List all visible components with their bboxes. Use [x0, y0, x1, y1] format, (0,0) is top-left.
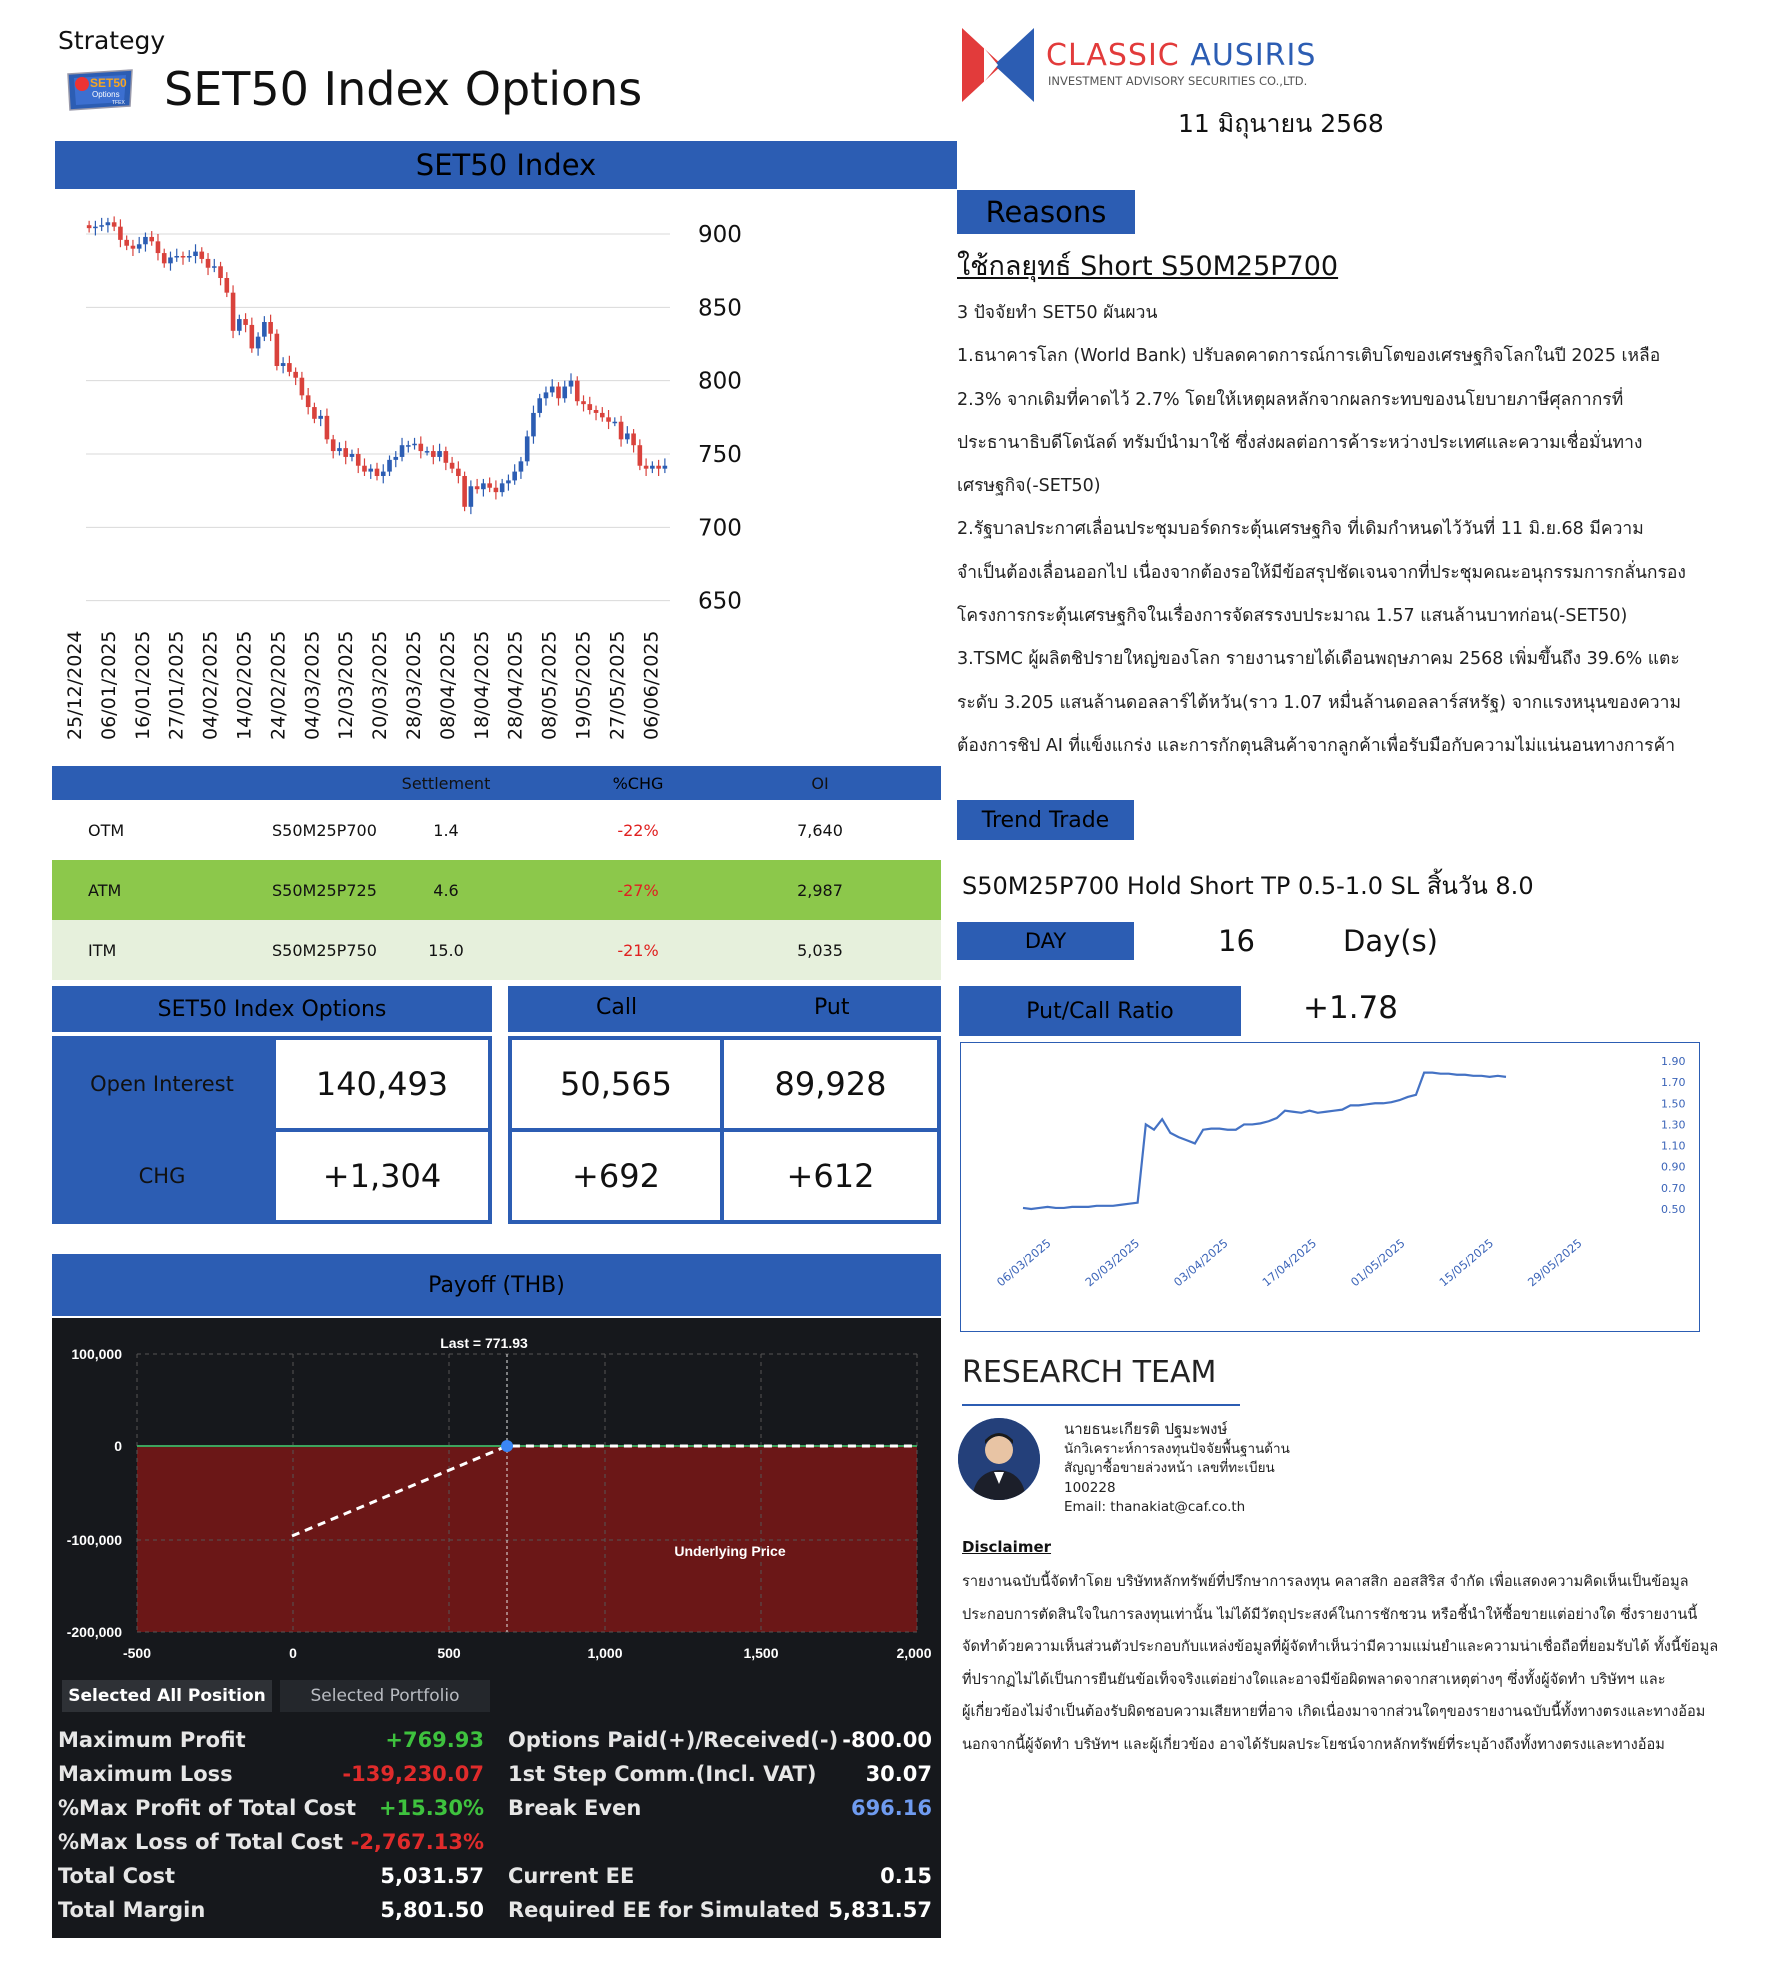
x-tick-label: 04/02/2025 [199, 630, 222, 740]
stat-label: Total Margin [58, 1898, 206, 1922]
reason-line: 3.TSMC ผู้ผลิตชิปรายใหญ่ของโลก รายงานรายได้เดือนพฤษภาคม 2568 เพิ่มขึ้นถึง 39.6% แตะ [957, 649, 1680, 670]
candle-body [544, 392, 549, 398]
candle-body [600, 413, 605, 417]
stat-value-max-profit-pct: +15.30% [378, 1796, 484, 1820]
candle-body [531, 413, 536, 436]
candle-body [256, 337, 261, 349]
y-tick-label: 750 [698, 442, 742, 468]
candle-body [124, 240, 129, 246]
candle-body [287, 363, 292, 372]
candle-body [362, 466, 367, 472]
candle-body [212, 266, 217, 268]
candle-body [606, 417, 611, 421]
candle-body [356, 454, 361, 466]
company-logo-icon [962, 28, 1034, 102]
stat-value-max-loss-pct: -2,767.13% [350, 1830, 484, 1854]
pcr-series-line [1023, 1073, 1506, 1209]
reason-line: 2.3% จากเดิมที่คาดไว้ 2.7% โดยให้เหตุผลหลักจากผลกระทบของนโยบายภาษีศุลกากรที่ [957, 389, 1624, 410]
cell-moneyness: ATM [88, 880, 122, 900]
last-price-label: Last = 771.93 [440, 1335, 528, 1351]
set50-index-header: SET50 Index [55, 141, 957, 189]
candle-body [650, 466, 655, 469]
y-tick-label: 1.70 [1661, 1076, 1686, 1090]
candle-body [118, 227, 123, 240]
cell-moneyness: OTM [88, 820, 125, 840]
candle-body [575, 381, 580, 402]
chg-label: CHG [138, 1164, 186, 1188]
candle-body [174, 256, 179, 258]
candle-body [481, 483, 486, 489]
candle-body [93, 227, 98, 229]
cell-chg: -22% [617, 820, 659, 840]
reason-line: ระดับ 3.205 แสนล้านดอลลาร์ไต้หวัน(ราว 1.07 หมื่นล้านดอลลาร์สหรัฐ) จากแรงหนุนของความ [957, 692, 1681, 713]
candle-body [149, 237, 154, 241]
x-tick-label: 500 [437, 1645, 461, 1661]
stat-label: Break Even [508, 1796, 642, 1820]
put-call-ratio-tag: Put/Call Ratio [959, 986, 1241, 1036]
analyst-role: สัญญาซื้อขายล่วงหน้า เลขที่ทะเบียน [1064, 1460, 1275, 1476]
x-tick-label: 29/05/2025 [1524, 1235, 1585, 1290]
oi-call-put-header [508, 986, 941, 1032]
y-tick-label: 0.70 [1661, 1181, 1686, 1195]
candle-body [556, 387, 561, 399]
y-tick-label: -100,000 [66, 1532, 122, 1548]
put-header: Put [814, 995, 850, 1020]
stat-value-max-profit: +769.93 [385, 1728, 484, 1752]
candle-body [393, 457, 398, 460]
candle-body [268, 322, 273, 334]
candle-body [469, 486, 474, 507]
x-tick-label: 1,500 [743, 1645, 779, 1661]
company-name [1046, 38, 1316, 73]
y-tick-label: 100,000 [71, 1346, 122, 1362]
payoff-panel [52, 1318, 941, 1938]
x-tick-label: 1,000 [587, 1645, 623, 1661]
candle-body [206, 259, 211, 268]
x-tick-label: 06/03/2025 [993, 1235, 1054, 1290]
x-tick-label: 01/05/2025 [1347, 1235, 1408, 1290]
reason-line: 1.ธนาคารโลก (World Bank) ปรับลดคาดการณ์การเติบโตของเศรษฐกิจโลกในปี 2025 เหลือ [957, 346, 1661, 367]
candle-body [300, 378, 305, 396]
candle-body [337, 448, 342, 451]
payoff-chart [52, 1318, 941, 1678]
report-date: 11 มิถุนายน 2568 [1178, 109, 1384, 138]
x-tick-label: 20/03/2025 [1082, 1235, 1143, 1290]
y-tick-label: 800 [698, 368, 742, 395]
candle-body [431, 451, 436, 457]
candle-body [444, 451, 449, 463]
candle-body [181, 256, 186, 258]
trend-trade-tag: Trend Trade [957, 800, 1134, 840]
x-tick-label: 16/01/2025 [131, 630, 154, 740]
y-tick-label: 700 [698, 515, 742, 542]
badge-text: SET50 [90, 76, 127, 90]
x-tick-label: 14/02/2025 [233, 630, 256, 740]
last-price-marker [501, 1440, 513, 1452]
disclaimer-title: Disclaimer [962, 1538, 1052, 1556]
set50-options-badge-icon [64, 66, 136, 114]
x-tick-label: 03/04/2025 [1170, 1235, 1231, 1290]
y-tick-label: 0.90 [1661, 1160, 1686, 1174]
candle-body [587, 404, 592, 410]
strategy-label: Strategy [58, 26, 166, 55]
analyst-registration: 100228 [1064, 1479, 1116, 1496]
reason-line: โครงการกระตุ้นเศรษฐกิจในเรื่องการจัดสรรงบประมาณ 1.57 แสนล้านบาทก่อน(-SET50) [957, 606, 1628, 627]
candle-body [619, 422, 624, 440]
reason-line: 3 ปัจจัยทำ SET50 ผันผวน [957, 303, 1158, 323]
stat-label: %Max Loss of Total Cost [58, 1830, 344, 1854]
x-tick-label: 17/04/2025 [1259, 1235, 1320, 1290]
strategy-headline: ใช้กลยุทธ์ Short S50M25P700 [957, 251, 1339, 282]
reason-line: จำเป็นต้องเลื่อนออกไป เนื่องจากต้องรอให้มีข้อสรุปชัดเจนจากที่ประชุมคณะอนุกรรมการกลั่นกรอง [957, 562, 1686, 583]
candle-body [406, 445, 411, 447]
candle-body [87, 225, 92, 228]
oi-total-panel [52, 1036, 492, 1224]
day-unit: Day(s) [1343, 924, 1439, 958]
y-tick-label: 1.90 [1661, 1055, 1686, 1068]
y-tick-label: 1.10 [1661, 1139, 1686, 1153]
research-divider [962, 1404, 1240, 1406]
x-tick-label: 06/06/2025 [640, 630, 663, 740]
disclaimer-line: ผู้เกี่ยวข้องไม่จำเป็นต้องรับผิดชอบความเสียหายที่อาจ เกิดเนื่องมาจากส่วนใดๆของรายงานฉบับนี้ทั้งทางตรงและทางอ้อม [962, 1703, 1706, 1720]
candle-body [494, 488, 499, 492]
stat-label: %Max Profit of Total Cost [58, 1796, 356, 1820]
company-name-part2: AUSIRIS [1190, 38, 1317, 73]
y-tick-label: 0 [114, 1438, 122, 1454]
chg-total-value: +1,304 [276, 1132, 488, 1220]
oi-call-put-panel [508, 1036, 941, 1224]
analyst-avatar [958, 1418, 1040, 1500]
x-tick-label: 24/02/2025 [267, 630, 290, 740]
call-header: Call [596, 995, 638, 1020]
disclaimer-line: จัดทำด้วยความเห็นส่วนตัวประกอบกับแหล่งข้อมูลที่ผู้จัดทำเห็นว่ามีความแม่นยำและความน่าเชื่อถือที่ยอมรับได้ ทั้งนี้ข้อมูล [962, 1638, 1719, 1655]
candle-body [318, 416, 323, 419]
put-call-ratio-chart [960, 1042, 1700, 1332]
col-header-oi: OI [811, 773, 829, 793]
cell-chg: -21% [617, 940, 659, 960]
x-tick-label: -500 [122, 1645, 152, 1661]
col-header-settlement: Settlement [401, 773, 491, 793]
cell-moneyness: ITM [88, 940, 117, 960]
candle-body [99, 225, 104, 227]
candle-body [581, 401, 586, 404]
candle-body [512, 472, 517, 481]
options-table [52, 766, 941, 980]
candle-body [168, 257, 173, 263]
disclaimer-line: ประกอบการตัดสินใจในการลงทุนเท่านั้น ไม่ได้มีวัตถุประสงค์ในการชักชวน หรือชี้นำให้ซื้อขายแต่อย่างใด ซึ่งรายงานนี้ [962, 1605, 1698, 1623]
reason-line: ประธานาธิบดีโดนัลด์ ทรัมป์นำมาใช้ ซึ่งส่งผลต่อการค้าระหว่างประเทศและความเชื่อมั่นทาง [957, 432, 1643, 453]
candle-body [243, 319, 248, 325]
candle-body [368, 469, 373, 472]
candle-body [293, 372, 298, 378]
candle-body [550, 387, 555, 393]
candle-body [400, 445, 405, 457]
reason-line: เศรษฐกิจ(-SET50) [957, 476, 1101, 497]
y-tick-label: 1.50 [1661, 1097, 1686, 1111]
y-tick-label: -200,000 [66, 1624, 122, 1640]
stat-label: Maximum Profit [58, 1728, 246, 1752]
candle-body [419, 444, 424, 451]
x-tick-label: 27/05/2025 [606, 630, 629, 740]
candle-body [162, 253, 167, 263]
candle-body [231, 293, 236, 331]
candle-body [450, 463, 455, 469]
chg-call-value: +692 [512, 1132, 720, 1220]
candle-body [525, 436, 530, 461]
cell-settlement: 1.4 [433, 820, 459, 840]
cell-chg: -27% [617, 880, 659, 900]
put-call-ratio-value: +1.78 [1303, 990, 1398, 1026]
set50-candlestick-chart [60, 210, 940, 750]
reasons-tag: Reasons [957, 190, 1135, 234]
disclaimer-line: ที่ปรากฏไม่ได้เป็นการยืนยันข้อเท็จจริงแต่อย่างใดและอาจมีข้อผิดพลาดจากสาเหตุต่างๆ ซึ่งทั้งผู้จัดทำ บริษัทฯ และ [962, 1670, 1666, 1688]
reason-line: ต้องการชิป AI ที่แข็งแกร่ง และการกักตุนสินค้าจากลูกค้าเพื่อรับมือกับความไม่แน่นอนทางการค้า [957, 735, 1676, 756]
candle-body [106, 222, 111, 225]
candle-body [631, 433, 636, 445]
payoff-loss-region [137, 1446, 917, 1632]
stat-value-options-paid: -800.00 [842, 1728, 932, 1752]
x-tick-label: 04/03/2025 [301, 630, 324, 740]
stat-value-total-cost: 5,031.57 [380, 1864, 484, 1888]
cell-oi: 2,987 [797, 880, 843, 900]
reasons-body [957, 292, 1757, 768]
cell-series: S50M25P700 [272, 820, 377, 840]
candle-body [487, 483, 492, 487]
x-tick-label: 19/05/2025 [572, 630, 595, 740]
candle-body [375, 469, 380, 476]
candle-body [656, 466, 661, 469]
stat-label: Options Paid(+)/Received(-) [508, 1728, 839, 1752]
stat-label: Total Cost [58, 1864, 176, 1888]
candle-body [569, 381, 574, 387]
x-tick-label: 06/01/2025 [97, 630, 120, 740]
x-tick-label: 27/01/2025 [165, 630, 188, 740]
reason-line: 2.รัฐบาลประกาศเลื่อนประชุมบอร์ดกระตุ้นเศรษฐกิจ ที่เดิมกำหนดไว้วันที่ 11 มิ.ย.68 มีความ [957, 519, 1644, 540]
cell-oi: 5,035 [797, 940, 843, 960]
candle-body [143, 237, 148, 244]
col-header-chg: %CHG [612, 773, 664, 793]
stat-value-total-margin: 5,801.50 [380, 1898, 484, 1922]
candle-body [387, 460, 392, 472]
x-tick-label: 08/05/2025 [538, 630, 561, 740]
stat-label: Required EE for Simulated [508, 1898, 820, 1922]
cell-settlement: 15.0 [428, 940, 464, 960]
y-tick-label: 1.30 [1661, 1118, 1686, 1132]
cell-series: S50M25P725 [272, 880, 377, 900]
underlying-price-label: Underlying Price [674, 1543, 786, 1559]
x-tick-label: 28/03/2025 [403, 630, 425, 740]
oi-put-value: 89,928 [724, 1040, 937, 1128]
candle-body [625, 433, 630, 439]
x-tick-label: 15/05/2025 [1436, 1235, 1497, 1290]
chg-put-value: +612 [724, 1132, 937, 1220]
candle-body [137, 244, 142, 248]
options-table-header [52, 766, 941, 800]
y-tick-label: 900 [698, 222, 742, 248]
document-title: SET50 Index Options [164, 62, 643, 116]
table-row [52, 860, 941, 920]
badge-sub: Options [92, 90, 120, 99]
candle-body [475, 486, 480, 489]
candle-body [237, 319, 242, 331]
candle-body [500, 483, 505, 492]
candle-body [131, 246, 136, 249]
candle-body [594, 410, 599, 413]
candle-body [425, 451, 430, 453]
tab-selected-all-position[interactable]: Selected All Position [62, 1680, 272, 1712]
payoff-header: Payoff (THB) [52, 1254, 941, 1316]
trend-trade-line: S50M25P700 Hold Short TP 0.5-1.0 SL สิ้นวัน 8.0 [962, 872, 1534, 900]
candle-body [306, 395, 311, 407]
stat-value-commission: 30.07 [865, 1762, 932, 1786]
stat-label: 1st Step Comm.(Incl. VAT) [508, 1762, 817, 1786]
candle-body [519, 461, 524, 471]
x-tick-label: 2,000 [896, 1645, 932, 1661]
analyst-role: นักวิเคราะห์การลงทุนปัจจัยพื้นฐานด้าน [1064, 1440, 1290, 1457]
tab-selected-portfolio[interactable]: Selected Portfolio [280, 1680, 490, 1712]
analyst-name: นายธนะเกียรติ ปฐมะพงษ์ [1064, 1420, 1228, 1438]
candle-body [412, 444, 417, 446]
candle-body [437, 451, 442, 457]
candle-body [156, 241, 161, 253]
oi-call-value: 50,565 [512, 1040, 720, 1128]
candle-body [343, 448, 348, 457]
stat-value-break-even: 696.16 [850, 1796, 932, 1820]
candle-body [193, 252, 198, 256]
candle-body [381, 472, 386, 476]
research-team-title: RESEARCH TEAM [962, 1355, 1217, 1390]
badge-foot: TFEX [112, 100, 125, 106]
oi-panel-header: SET50 Index Options [52, 986, 492, 1032]
cell-series: S50M25P750 [272, 940, 377, 960]
candle-body [537, 398, 542, 413]
candle-body [644, 466, 649, 469]
y-tick-label: 650 [698, 588, 742, 615]
candle-body [312, 407, 317, 419]
stat-value-required-ee: 5,831.57 [828, 1898, 932, 1922]
candle-body [456, 469, 461, 476]
x-tick-label: 18/04/2025 [470, 630, 493, 740]
disclaimer-line: รายงานฉบับนี้จัดทำโดย บริษัทหลักทรัพย์ที่ปรึกษาการลงทุน คลาสสิก ออสสิริส จำกัด เพื่อแสดงความคิดเห็นเป็นข้อมูล [962, 1573, 1689, 1590]
candle-body [613, 422, 618, 424]
day-count-value: 16 [1218, 924, 1255, 958]
x-tick-label: 20/03/2025 [369, 630, 392, 740]
disclaimer-line: นอกจากนี้ผู้จัดทำ บริษัทฯ และผู้เกี่ยวข้อง อาจได้รับผลประโยชน์จากหลักทรัพย์ที่ระบุอ้างถึงทั้งทางตรงและทางอ้อม [962, 1735, 1665, 1753]
candle-body [250, 325, 255, 348]
candle-body [325, 416, 330, 439]
candle-body [225, 278, 230, 293]
table-row [52, 920, 941, 980]
y-tick-label: 850 [698, 295, 742, 322]
payoff-plot-area [137, 1354, 917, 1446]
candle-body [638, 445, 643, 466]
x-tick-label: 25/12/2024 [64, 630, 86, 740]
analyst-info [1064, 1420, 1290, 1518]
cell-oi: 7,640 [797, 820, 843, 840]
table-row [52, 800, 941, 860]
disclaimer-body [962, 1566, 1762, 1761]
candle-body [218, 266, 223, 278]
candle-body [262, 322, 267, 337]
candle-body [562, 387, 567, 399]
company-name-part1: CLASSIC [1046, 38, 1180, 73]
cell-settlement: 4.6 [433, 880, 459, 900]
x-tick-label: 0 [289, 1645, 297, 1661]
stat-label: Current EE [508, 1864, 635, 1888]
candle-body [281, 363, 286, 366]
day-tag: DAY [957, 922, 1134, 960]
candle-body [112, 222, 117, 226]
analyst-email[interactable]: Email: thanakiat@caf.co.th [1064, 1499, 1246, 1515]
open-interest-label: Open Interest [90, 1072, 234, 1096]
candle-body [331, 439, 336, 451]
candle-body [663, 466, 668, 469]
candle-body [350, 454, 355, 457]
x-tick-label: 12/03/2025 [335, 630, 358, 740]
stat-label: Maximum Loss [58, 1762, 233, 1786]
x-tick-label: 08/04/2025 [436, 630, 459, 740]
candle-body [187, 256, 192, 258]
candle-body [199, 252, 204, 259]
y-tick-label: 0.50 [1661, 1203, 1686, 1216]
candle-body [506, 480, 511, 483]
stat-value-max-loss: -139,230.07 [342, 1762, 484, 1786]
candle-body [275, 334, 280, 366]
stat-value-current-ee: 0.15 [880, 1864, 932, 1888]
x-tick-label: 28/04/2025 [504, 630, 527, 740]
oi-total-value: 140,493 [276, 1040, 488, 1128]
candle-body [462, 476, 467, 507]
company-subtitle: INVESTMENT ADVISORY SECURITIES CO.,LTD. [1048, 74, 1308, 88]
